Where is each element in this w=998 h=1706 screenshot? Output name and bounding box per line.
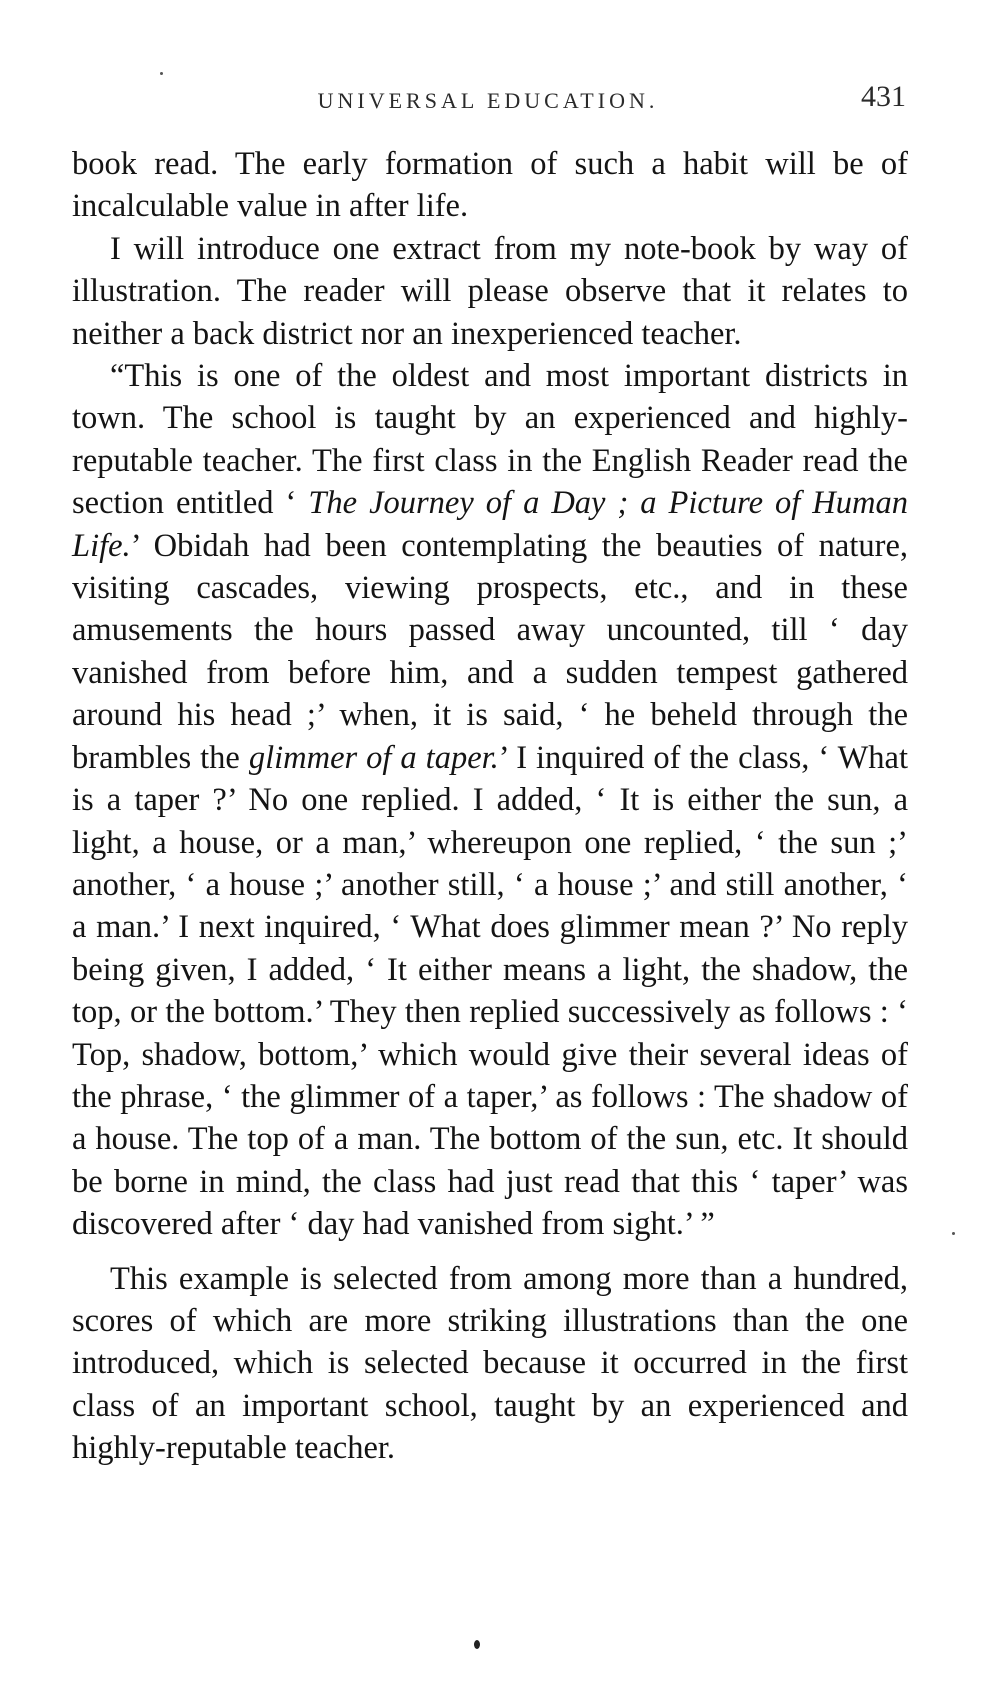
text-run: I will introduce one extract from my note-book by way of illustration. The reader will please observe that it relates to neither a back district nor an inexperienced teacher. (72, 230, 908, 352)
page-header (70, 80, 906, 120)
paragraph (72, 355, 908, 1246)
ink-speck (160, 72, 163, 75)
ink-speck (952, 1232, 955, 1235)
paragraph (72, 143, 908, 228)
paragraph (72, 1258, 908, 1470)
running-title: UNIVERSAL EDUCATION. (317, 88, 659, 113)
italic-text: The Journey of a Day ; a Picture of Human Life. (72, 485, 908, 564)
text-run: “This is one of the oldest and most important districts in town. The school is taught by an experienced and highly-reputable teacher. The first class in the English Reader read the section entitled ‘ (72, 358, 908, 522)
text-run: This example is selected from among more than a hundred, scores of which are more striking illustrations than the one introduced, which is selected because it occurred in the first class of an important school, taught by an experienced and highly-reputable teacher. (72, 1260, 908, 1467)
paragraph (72, 228, 908, 355)
page-number: 431 (861, 80, 906, 113)
body-text (72, 143, 908, 1470)
text-run: ’ I inquired of the class, ‘ What is a taper ?’ No one replied. I added, ‘ It is either the sun, a light, a house, or a man,’ whereupon one replied, ‘ the sun ;’ another, ‘ a house ;’ another still, ‘ a house ;’ and still another, ‘ a man.’ I next inquired, ‘ What does glimmer mean ?’ No reply being given, I added, ‘ It either means a light, the shadow, the top, or the bottom.’ They then replied successively as follows : ‘ Top, shadow, bottom,’ which would give their several ideas of the phrase, ‘ the glimmer of a taper,’ as follows : The shadow of a house. The top of a man. The bottom of the sun, etc. It should be borne in mind, the class had just read that this ‘ taper’ was discovered after ‘ day had vanished from sight.’ ” (72, 739, 908, 1243)
italic-text: glimmer of a taper. (248, 739, 499, 776)
text-run: ’ Obidah had been contemplating the beauties of nature, visiting cascades, viewing prospects, etc., and in these amusements the hours passed away uncounted, till ‘ day vanished from before him, and a sudden tempest gathered around his head ;’ when, it is said, ‘ he beheld through the brambles the (72, 527, 908, 776)
text-run: book read. The early formation of such a habit will be of incalculable value in after life. (72, 146, 908, 225)
ink-dot (474, 1640, 480, 1649)
